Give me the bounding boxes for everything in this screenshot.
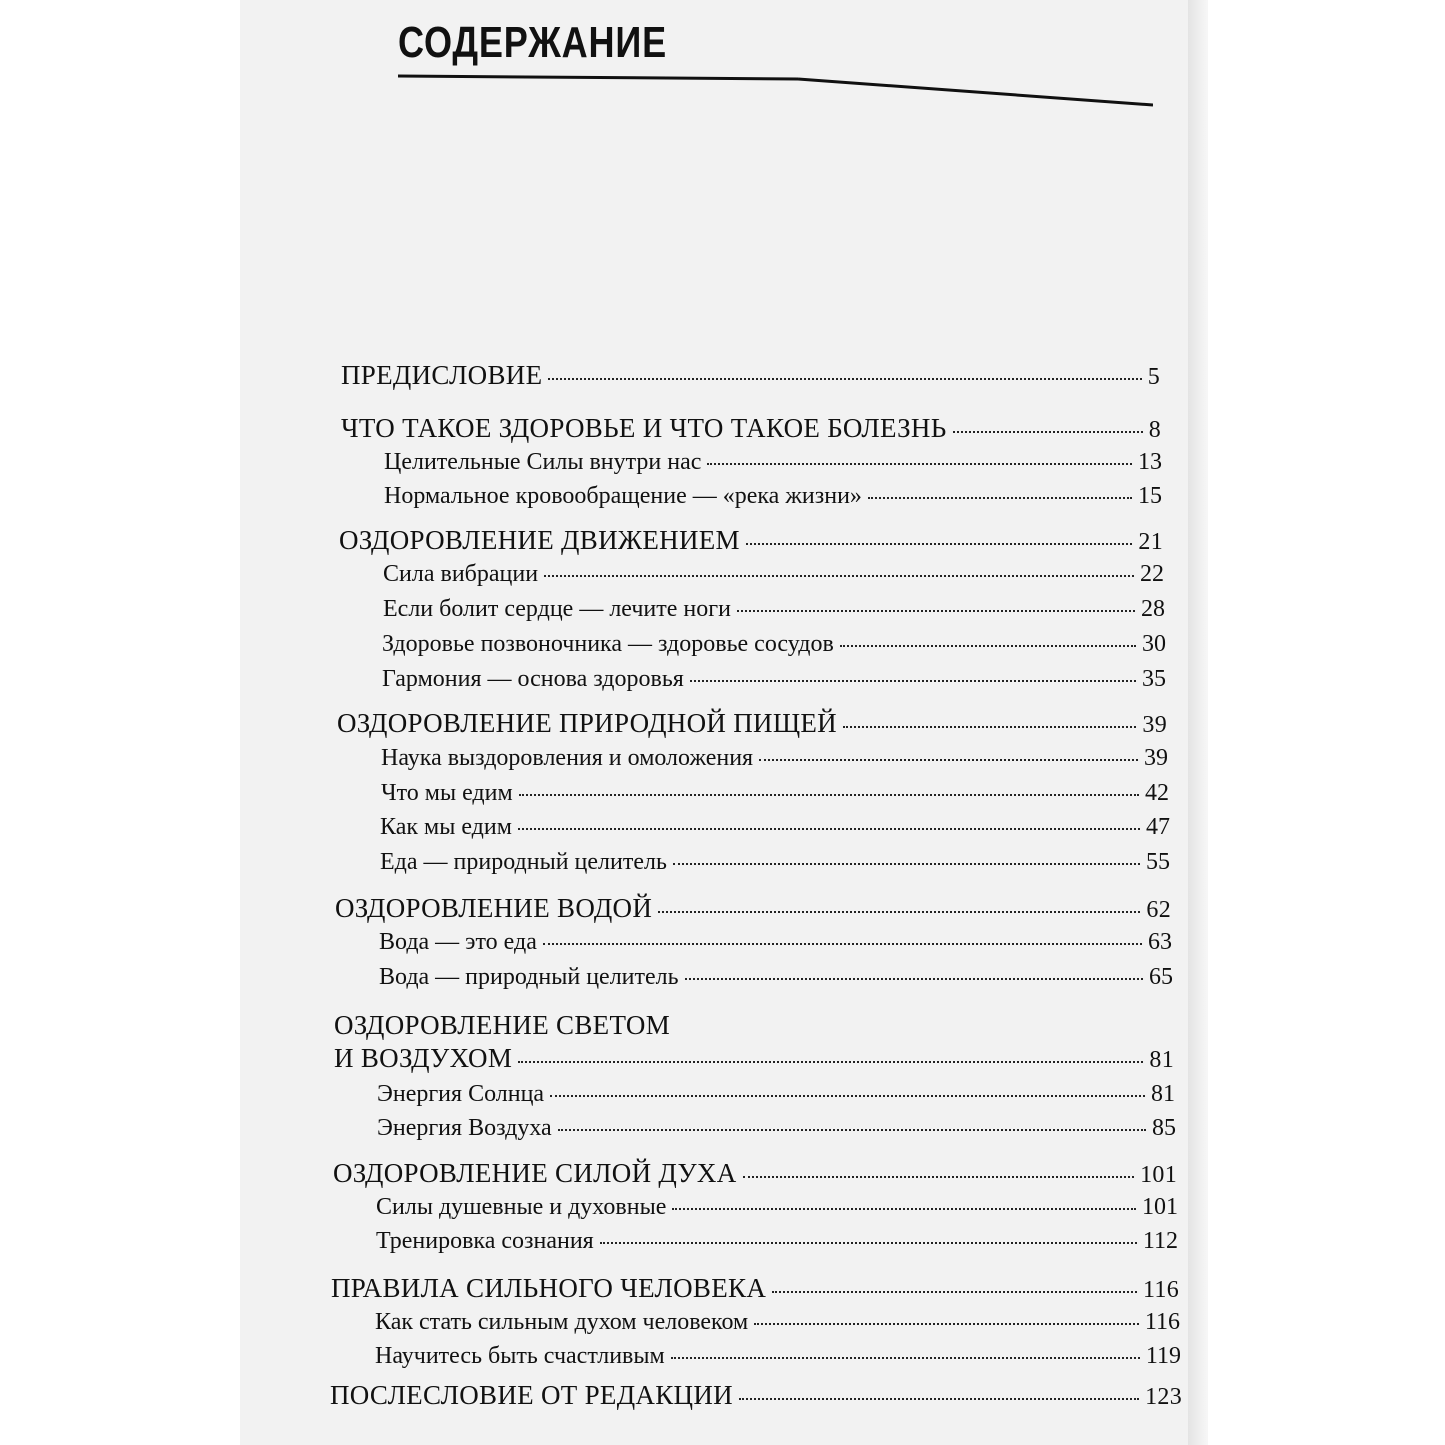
toc-page-number: 81 [1149,1047,1174,1073]
toc-chapter-row[interactable] [333,1160,1177,1187]
dot-leader [743,1176,1135,1178]
dot-leader [550,1095,1145,1097]
toc-page-number: 21 [1138,529,1163,555]
dot-leader [544,575,1134,577]
toc-entry-title: Энергия Воздуха [377,1115,552,1141]
toc-entry-title: Энергия Солнца [377,1081,545,1107]
toc-section-row[interactable] [379,965,1173,989]
toc-page-number: 28 [1141,596,1165,622]
dot-leader [518,1061,1143,1063]
toc-entry-title: И ВОЗДУХОМ [334,1043,513,1073]
toc-page-number: 39 [1144,745,1168,771]
toc-section-row[interactable] [383,597,1165,621]
toc-page-number: 15 [1138,483,1162,509]
dot-leader [953,431,1143,433]
dot-leader [672,1208,1136,1210]
dot-leader [746,543,1133,545]
dot-leader [658,911,1140,913]
toc-entry-title: Силы душевные и духовные [376,1194,667,1220]
dot-leader [707,463,1132,465]
toc-entry-title: ЧТО ТАКОЕ ЗДОРОВЬЕ И ЧТО ТАКОЕ БОЛЕЗНЬ [341,413,947,443]
dot-leader [543,943,1142,945]
toc-chapter-row[interactable] [334,1012,1174,1039]
toc-page-number: 13 [1138,449,1162,475]
dot-leader [548,378,1141,380]
toc-section-row[interactable] [375,1310,1180,1334]
toc-chapter-row[interactable] [330,1382,1182,1409]
toc-page-number: 101 [1140,1162,1177,1188]
toc-entry-title: ПРАВИЛА СИЛЬНОГО ЧЕЛОВЕКА [331,1273,767,1303]
toc-section-row[interactable] [377,1082,1175,1106]
toc-section-row[interactable] [384,484,1162,508]
toc-page-number: 22 [1140,561,1164,587]
page-title: СОДЕРЖАНИЕ [398,18,668,67]
toc-entry-title: Если болит сердце — лечите ноги [383,596,731,622]
dot-leader [868,497,1132,499]
toc-section-row[interactable] [379,930,1172,954]
dot-leader [671,1357,1140,1359]
toc-entry-title: Как мы едим [380,814,512,840]
dot-leader [518,828,1140,830]
dot-leader [673,863,1140,865]
toc-page-number: 112 [1142,1228,1178,1254]
dot-leader [840,645,1136,647]
toc-page-number: 62 [1146,897,1171,923]
toc-section-row[interactable] [376,1195,1178,1219]
toc-entry-title: Тренировка сознания [376,1228,594,1254]
toc-entry-title: Сила вибрации [383,561,539,587]
toc-entry-title: Еда — природный целитель [380,849,667,875]
toc-entry-title: Что мы едим [381,780,513,806]
toc-entry-title: Целительные Силы внутри нас [384,449,702,475]
toc-entry-title: ПРЕДИСЛОВИЕ [341,360,543,390]
dot-leader [772,1291,1137,1293]
toc-entry-title: ОЗДОРОВЛЕНИЕ ПРИРОДНОЙ ПИЩЕЙ [337,708,837,738]
toc-section-row[interactable] [380,850,1170,874]
toc-page-number: 55 [1146,849,1170,875]
toc-page-number: 65 [1149,964,1173,990]
toc-page-number: 116 [1142,1277,1179,1303]
toc-entry-title: Научитесь быть счастливым [375,1343,665,1369]
toc-page-number: 30 [1142,631,1166,657]
toc-entry-title: Вода — природный целитель [379,964,679,990]
toc-entry-title: Как стать сильным духом человеком [375,1309,749,1335]
toc-section-row[interactable] [382,632,1166,656]
toc-entry-title: Наука выздоровления и омоложения [381,745,754,771]
toc-page-number: 42 [1145,780,1169,806]
dot-leader [519,794,1139,796]
dot-leader [690,680,1136,682]
dot-leader [685,978,1143,980]
toc-entry-title: ОЗДОРОВЛЕНИЕ ДВИЖЕНИЕМ [339,525,740,555]
toc-page-number: 63 [1148,929,1172,955]
toc-section-row[interactable] [377,1116,1176,1140]
toc-entry-title: ОЗДОРОВЛЕНИЕ СИЛОЙ ДУХА [333,1158,737,1188]
toc-entry-title: Нормальное кровообращение — «река жизни» [384,483,862,509]
toc-chapter-row[interactable] [341,415,1161,442]
toc-page-number: 119 [1145,1343,1181,1369]
toc-page-number: 81 [1151,1081,1175,1107]
toc-entry-title: Гармония — основа здоровья [382,666,684,692]
toc-chapter-row[interactable] [339,527,1163,554]
toc-page-number: 85 [1152,1115,1176,1141]
dot-leader [739,1398,1139,1400]
dot-leader [754,1323,1139,1325]
toc-chapter-row[interactable] [341,362,1160,389]
toc-page-number: 39 [1142,712,1167,738]
toc-chapter-row[interactable] [334,1045,1174,1072]
dot-leader [843,726,1136,728]
toc-chapter-row[interactable] [331,1275,1179,1302]
toc-section-row[interactable] [380,815,1170,839]
toc-page-number: 8 [1148,417,1161,443]
toc-page-number: 116 [1144,1309,1180,1335]
toc-chapter-row[interactable] [335,895,1171,922]
dot-leader [759,759,1138,761]
toc-section-row[interactable] [375,1344,1181,1368]
toc-entry-title: ПОСЛЕСЛОВИЕ ОТ РЕДАКЦИИ [330,1380,733,1410]
toc-page-number: 101 [1142,1194,1178,1220]
toc-chapter-row[interactable] [337,710,1167,737]
dot-leader [737,610,1135,612]
toc-entry-title: Вода — это еда [379,929,537,955]
toc-entry-title: Здоровье позвоночника — здоровье сосудов [382,631,834,657]
dot-leader [558,1129,1146,1131]
toc-section-row[interactable] [382,667,1166,691]
toc-page-number: 35 [1142,666,1166,692]
toc-section-row[interactable] [376,1229,1178,1253]
toc-page-number: 47 [1146,814,1170,840]
toc-section-row[interactable] [381,746,1168,770]
toc-section-row[interactable] [381,781,1169,805]
toc-page-number: 5 [1147,364,1160,390]
toc-section-row[interactable] [384,450,1162,474]
toc-page-number: 123 [1145,1384,1182,1410]
toc-section-row[interactable] [383,562,1164,586]
dot-leader [600,1242,1137,1244]
toc-entry-title: ОЗДОРОВЛЕНИЕ ВОДОЙ [335,893,653,923]
toc-entry-title: ОЗДОРОВЛЕНИЕ СВЕТОМ [334,1010,671,1040]
